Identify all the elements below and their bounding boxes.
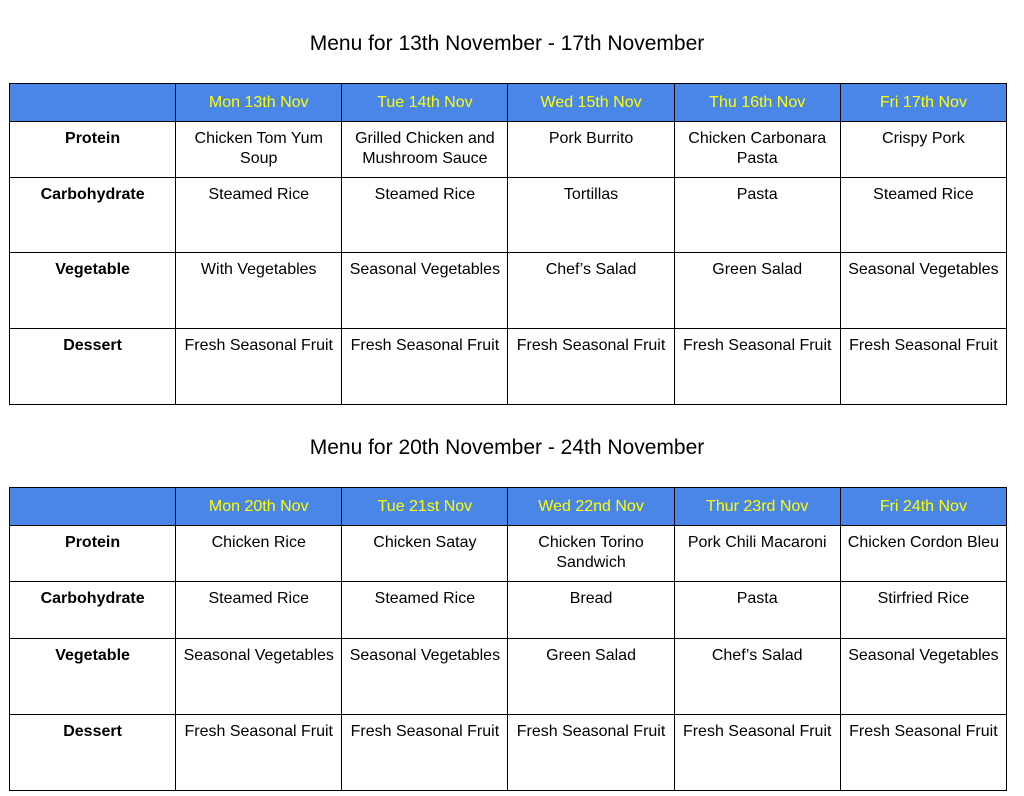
row-label-carbohydrate: Carbohydrate bbox=[10, 178, 176, 253]
table-header-row bbox=[10, 84, 1007, 122]
row-label-protein: Protein bbox=[10, 122, 176, 178]
menu-cell: Fresh Seasonal Fruit bbox=[342, 329, 508, 405]
menu-cell: Green Salad bbox=[674, 253, 840, 329]
menu-cell: Green Salad bbox=[508, 639, 674, 715]
table-row-dessert bbox=[10, 329, 1007, 405]
menu-cell: Chicken Rice bbox=[176, 526, 342, 582]
table-row-vegetable bbox=[10, 253, 1007, 329]
menu-cell: Chicken Carbonara Pasta bbox=[674, 122, 840, 178]
menu-cell: Fresh Seasonal Fruit bbox=[840, 329, 1006, 405]
row-label-vegetable: Vegetable bbox=[10, 253, 176, 329]
day-header-monday: Mon 20th Nov bbox=[176, 488, 342, 526]
menu-cell: Steamed Rice bbox=[176, 178, 342, 253]
day-header-thursday: Thur 23rd Nov bbox=[674, 488, 840, 526]
row-label-carbohydrate: Carbohydrate bbox=[10, 582, 176, 639]
menu-cell: Pork Chili Macaroni bbox=[674, 526, 840, 582]
menu-cell: Seasonal Vegetables bbox=[176, 639, 342, 715]
menu-cell: Stirfried Rice bbox=[840, 582, 1006, 639]
menu-cell: Fresh Seasonal Fruit bbox=[674, 715, 840, 791]
table-header-row bbox=[10, 488, 1007, 526]
menu-cell: Chef’s Salad bbox=[508, 253, 674, 329]
table-row-protein bbox=[10, 122, 1007, 178]
menu-cell: Crispy Pork bbox=[840, 122, 1006, 178]
week2-menu-title: Menu for 20th November - 24th November bbox=[309, 436, 705, 459]
menu-cell: Fresh Seasonal Fruit bbox=[840, 715, 1006, 791]
header-corner-cell bbox=[10, 84, 176, 122]
menu-cell: With Vegetables bbox=[176, 253, 342, 329]
menu-cell: Bread bbox=[508, 582, 674, 639]
header-corner-cell bbox=[10, 488, 176, 526]
menu-cell: Chef’s Salad bbox=[674, 639, 840, 715]
menu-cell: Chicken Cordon Bleu bbox=[840, 526, 1006, 582]
menu-cell: Fresh Seasonal Fruit bbox=[342, 715, 508, 791]
week1-menu-table bbox=[9, 83, 1007, 405]
menu-cell: Seasonal Vegetables bbox=[342, 253, 508, 329]
day-header-friday: Fri 17th Nov bbox=[840, 84, 1006, 122]
table-row-dessert bbox=[10, 715, 1007, 791]
row-label-dessert: Dessert bbox=[10, 715, 176, 791]
table-row-protein bbox=[10, 526, 1007, 582]
row-label-protein: Protein bbox=[10, 526, 176, 582]
menu-cell: Fresh Seasonal Fruit bbox=[674, 329, 840, 405]
menu-cell: Chicken Tom Yum Soup bbox=[176, 122, 342, 178]
menu-cell: Steamed Rice bbox=[342, 178, 508, 253]
table-row-carbohydrate bbox=[10, 178, 1007, 253]
row-label-vegetable: Vegetable bbox=[10, 639, 176, 715]
menu-cell: Fresh Seasonal Fruit bbox=[176, 329, 342, 405]
day-header-tuesday: Tue 21st Nov bbox=[342, 488, 508, 526]
week1-menu-title: Menu for 13th November - 17th November bbox=[309, 32, 705, 55]
menu-cell: Tortillas bbox=[508, 178, 674, 253]
menu-cell: Steamed Rice bbox=[840, 178, 1006, 253]
menu-cell: Seasonal Vegetables bbox=[840, 253, 1006, 329]
menu-cell: Chicken Torino Sandwich bbox=[508, 526, 674, 582]
menu-cell: Pasta bbox=[674, 178, 840, 253]
table-row-vegetable bbox=[10, 639, 1007, 715]
day-header-tuesday: Tue 14th Nov bbox=[342, 84, 508, 122]
week2-menu-table bbox=[9, 487, 1007, 791]
menu-cell: Seasonal Vegetables bbox=[342, 639, 508, 715]
row-label-dessert: Dessert bbox=[10, 329, 176, 405]
day-header-monday: Mon 13th Nov bbox=[176, 84, 342, 122]
menu-cell: Pasta bbox=[674, 582, 840, 639]
menu-cell: Seasonal Vegetables bbox=[840, 639, 1006, 715]
day-header-friday: Fri 24th Nov bbox=[840, 488, 1006, 526]
menu-cell: Fresh Seasonal Fruit bbox=[176, 715, 342, 791]
day-header-wednesday: Wed 22nd Nov bbox=[508, 488, 674, 526]
menu-cell: Steamed Rice bbox=[342, 582, 508, 639]
menu-cell: Fresh Seasonal Fruit bbox=[508, 329, 674, 405]
menu-cell: Pork Burrito bbox=[508, 122, 674, 178]
menu-cell: Fresh Seasonal Fruit bbox=[508, 715, 674, 791]
table-row-carbohydrate bbox=[10, 582, 1007, 639]
day-header-thursday: Thu 16th Nov bbox=[674, 84, 840, 122]
menu-cell: Chicken Satay bbox=[342, 526, 508, 582]
menu-cell: Steamed Rice bbox=[176, 582, 342, 639]
day-header-wednesday: Wed 15th Nov bbox=[508, 84, 674, 122]
menu-cell: Grilled Chicken and Mushroom Sauce bbox=[342, 122, 508, 178]
